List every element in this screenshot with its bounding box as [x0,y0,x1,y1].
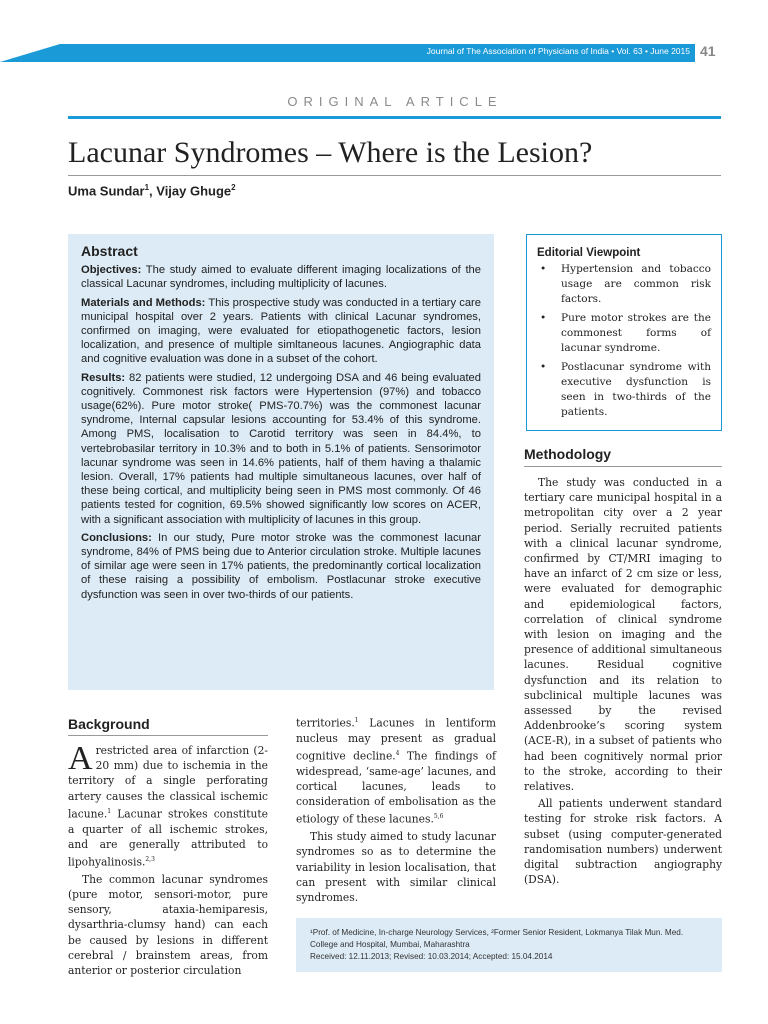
page-number: 41 [700,43,716,59]
section-divider [68,116,721,119]
citation-ref: 2,3 [145,855,155,863]
methodology-heading: Methodology [524,446,612,462]
background-heading: Background [68,716,150,732]
article-title: Lacunar Syndromes – Where is the Lesion? [68,136,593,169]
affiliation-footnote [296,918,722,972]
title-divider [68,175,721,176]
journal-citation: Journal of The Association of Physicians of India • Vol. 63 • June 2015 [426,46,690,56]
background-text: Lacunes in lentiform nucleus may present as gradual cognitive decline. [296,716,496,763]
submission-dates: Received: 12.11.2013; Revised: 10.03.2014; Accepted: 15.04.2014 [310,952,553,961]
background-text: territories. [296,716,355,730]
results-text: 82 patients were studied, 12 undergoing DSA and 46 being evaluated cognitively. Commonest risk factors were Hypertension (97%) and tobacco usage(62%). Pure motor stroke( PMS-70.7%) was the commonest lacunar syndrome, Internal capsular lesions accounting for 53.4% of this syndrome. Among PMS, localisation to Carotid territory was seen in 84.4%, to vertebrobasilar territory in 10.3% and to both in 5.1% of patients. Sensorimotor lacunar syndrome was seen in 14.6% patients, half of them having a thalamic lesion. Overall, 17% patients had multiple simultaneous lacunes, over half of these being cortical, and multiplicity being seen in PMS most commonly. Of 46 patients tested for cognition, 69.5% showed significantly low scores on ACER, with a significant association with multiplicity of lacunes in this group. [81,371,481,526]
methodology-text [524,475,722,889]
editorial-viewpoint-box [526,234,722,431]
background-paragraph: This study aimed to study lacunar syndromes so as to determine the variability in lesion localisation, that can present with similar clinical syndromes. [296,830,496,904]
editorial-item: • Hypertension and tobacco usage are common risk factors. [537,262,711,307]
background-column-1 [68,740,268,980]
abstract-methods [81,296,481,367]
background-paragraph: The common lacunar syndromes (pure motor, sensori-motor, pure sensory, ataxia-hemiparesis, dysarthria-clumsy hand) can each be caused by lesions in different cerebral / brainstem areas, from anterior or posterior circulation [68,872,268,977]
editorial-list [537,262,711,420]
editorial-item: • Pure motor strokes are the commonest forms of lacunar syndrome. [537,311,711,356]
author-list [68,183,236,198]
background-text: restricted area of infarction (2-20 mm) due to ischemia in the territory of a single perforating artery causes the classical ischemic lacune. [68,744,268,821]
abstract-heading: Abstract [81,243,138,259]
background-paragraph [68,740,268,870]
background-paragraph [296,713,496,827]
abstract-box [68,234,494,690]
methods-label: Materials and Methods: [81,296,206,309]
author-name: , Vijay Ghuge [149,183,232,199]
citation-ref: 4 [395,749,400,757]
background-text: Lacunar strokes constitute a quarter of all ischemic strokes, and are generally attributed to lipohyalinosis. [68,807,268,869]
affiliations: ¹Prof. of Medicine, In-charge Neurology Services, ²Former Senior Resident, Lokmanya Tilak Mun. Med. College and Hospital, Mumbai, Maharashtra [310,928,684,949]
abstract-objectives [81,263,481,291]
conclusions-label: Conclusions: [81,531,152,544]
background-divider [68,735,268,736]
section-label: ORIGINAL ARTICLE [287,94,503,109]
objectives-label: Objectives: [81,264,142,277]
background-column-2 [296,713,496,907]
conclusions-text: In our study, Pure motor stroke was the commonest lacunar syndrome, 84% of PMS being due to Anterior circulation stroke. Multiple lacunes of similar age were seen in 17% patients, the predominantly cortical localization of these raising a possibility of embolism. Postlacunar stroke executive dysfunction was seen in over two-thirds of our patients. [81,531,481,601]
abstract-results [81,371,481,527]
methods-text: This prospective study was conducted in a tertiary care municipal hospital over 2 years. Patients with clinical Lacunar syndromes, confirmed on imaging, were evaluated for etiopathogenetic factors, lesion localization, and presence of multiple simltaneous lacunes. Angiographic data and cognitive evaluation was done in a subset of the cohort. [81,296,482,366]
editorial-heading: Editorial Viewpoint [537,247,641,259]
results-label: Results: [81,371,126,384]
citation-ref: 5,6 [433,813,444,821]
methodology-divider [524,466,722,467]
objectives-text: The study aimed to evaluate different imaging localizations of the classical Lacunar syndromes, including multiplicity of lacunes. [81,264,481,291]
citation-ref: 1 [354,717,359,724]
editorial-item: • Postlacunar syndrome with executive dysfunction is seen in two-thirds of the patients. [537,360,711,420]
citation-ref: 1 [107,807,112,815]
background-text: The findings of widespread, ‘same-age’ lacunes, and cortical lacunes, leads to consideration of embolisation as the etiology of these lacunes. [296,749,496,826]
author-affiliation-ref: 2 [231,183,236,192]
methodology-paragraph: The study was conducted in a tertiary care municipal hospital in a metropolitan city over a 2 year period. Serially recruited patients with a clinical lacunar syndrome, confirmed by CT/MRI imaging to have an infarct of 2 cm size or less, were evaluated for demographic and epidemiological factors, correlation of clinical syndrome with lesion on imaging and the presence of additional simultaneous lacunes. Residual cognitive dysfunction and its relation to subclinical multiple lacunes was assessed by the revised Addenbrooke’s scoring system (ACE-R), in a subset of patients who had been cognitively normal prior to the stroke, according to their relatives. [524,476,722,794]
author-name: Uma Sundar [68,183,145,199]
drop-cap: A [68,740,93,777]
author-affiliation-ref: 1 [144,183,150,192]
abstract-conclusions [81,531,481,602]
methodology-paragraph: All patients underwent standard testing for stroke risk factors. A subset (using computer-generated randomisation numbers) underwent digital subtraction angiography (DSA). [524,797,722,887]
